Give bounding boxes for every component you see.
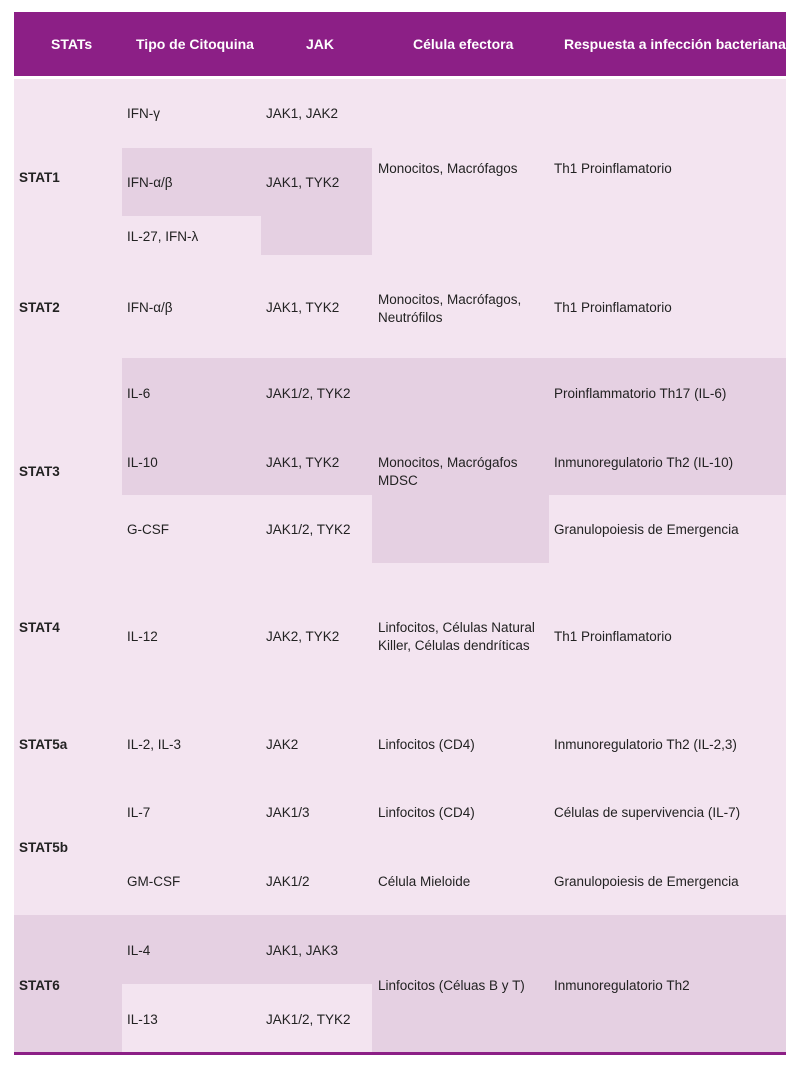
stat5a-cytokine: IL-2, IL-3: [127, 737, 182, 752]
header-cell: Célula efectora: [413, 36, 514, 52]
table-header: [14, 12, 786, 76]
stat5a-response: Inmunoregulatorio Th2 (IL-2,3): [554, 737, 737, 752]
stat1-jak-1: JAK1, JAK2: [266, 106, 339, 121]
stat5b-jak-2: JAK1/2: [266, 874, 310, 889]
stat6-cytokine-1: IL-4: [127, 943, 151, 958]
stat3-cytokine-1: IL-6: [127, 386, 151, 401]
stat4-cell-line1: Linfocitos, Células Natural: [378, 620, 535, 635]
stat4-jak: JAK2, TYK2: [266, 629, 340, 644]
stat3-shade-b: [372, 495, 549, 563]
stat3-response-2: Inmunoregulatorio Th2 (IL-10): [554, 455, 734, 470]
stat3-cell-line1: Monocitos, Macrógafos: [378, 455, 518, 470]
stat3-name: STAT3: [19, 464, 60, 479]
stat2-cell-line1: Monocitos, Macrófagos,: [378, 292, 522, 307]
stat3-response-1: Proinflammatorio Th17 (IL-6): [554, 386, 727, 401]
stat4-response: Th1 Proinflamatorio: [554, 629, 672, 644]
stat1-response: Th1 Proinflamatorio: [554, 161, 672, 176]
stat-table: [14, 12, 786, 1055]
stat3-cell-line2: MDSC: [378, 473, 418, 488]
stat3-jak-2: JAK1, TYK2: [266, 455, 340, 470]
stat3-cytokine-3: G-CSF: [127, 522, 169, 537]
stat3-jak-1: JAK1/2, TYK2: [266, 386, 351, 401]
stat5a-cell: Linfocitos (CD4): [378, 737, 475, 752]
stat5b-response-1: Células de supervivencia (IL-7): [554, 805, 741, 820]
header-stats: STATs: [51, 36, 93, 52]
stat1-cytokine-1: IFN-γ: [127, 106, 160, 121]
header-response: Respuesta a infección bacteriana: [564, 36, 786, 52]
table-bottom-border: [14, 1052, 786, 1055]
stat2-cell-line2: Neutrófilos: [378, 310, 443, 325]
stat5a-name: STAT5a: [19, 737, 68, 752]
stat1-cytokine-2: IFN-α/β: [127, 175, 173, 190]
stat1-cytokine-3: IL-27, IFN-λ: [127, 229, 199, 244]
stat6-cell: Linfocitos (Céluas B y T): [378, 978, 525, 993]
stat5b-name: STAT5b: [19, 840, 68, 855]
stat4-cell-line2: Killer, Células dendríticas: [378, 638, 530, 653]
stat3-jak-3: JAK1/2, TYK2: [266, 522, 351, 537]
header-jak: JAK: [306, 36, 335, 52]
stat4-name: STAT4: [19, 620, 60, 635]
header-cytokine: Tipo de Citoquina: [136, 36, 254, 52]
stat3-shade-a: [122, 358, 786, 495]
header-divider: [14, 76, 786, 79]
stat6-jak-2: JAK1/2, TYK2: [266, 1012, 351, 1027]
stat5b-jak-1: JAK1/3: [266, 805, 310, 820]
stat2-cytokine: IFN-α/β: [127, 300, 173, 315]
stat1-name: STAT1: [19, 170, 60, 185]
stat3-response-3: Granulopoiesis de Emergencia: [554, 522, 739, 537]
stat2-jak: JAK1, TYK2: [266, 300, 340, 315]
stat5b-cell-1: Linfocitos (CD4): [378, 805, 475, 820]
stat4-cytokine: IL-12: [127, 629, 158, 644]
stat5b-cytokine-2: GM-CSF: [127, 874, 181, 889]
stat1-cell: Monocitos, Macrófagos: [378, 161, 518, 176]
stat5b-cell-2: Célula Mieloide: [378, 874, 471, 889]
stat1-shade-b: [261, 216, 372, 255]
stat6-jak-1: JAK1, JAK3: [266, 943, 339, 958]
stat6-name: STAT6: [19, 978, 60, 993]
stat5b-cytokine-1: IL-7: [127, 805, 151, 820]
stat5a-jak: JAK2: [266, 737, 299, 752]
stat2-response: Th1 Proinflamatorio: [554, 300, 672, 315]
stat5b-response-2: Granulopoiesis de Emergencia: [554, 874, 739, 889]
stat2-name: STAT2: [19, 300, 60, 315]
stat1-jak-2: JAK1, TYK2: [266, 175, 340, 190]
stat6-response: Inmunoregulatorio Th2: [554, 978, 690, 993]
stat6-cytokine-2: IL-13: [127, 1012, 158, 1027]
stat3-cytokine-2: IL-10: [127, 455, 158, 470]
